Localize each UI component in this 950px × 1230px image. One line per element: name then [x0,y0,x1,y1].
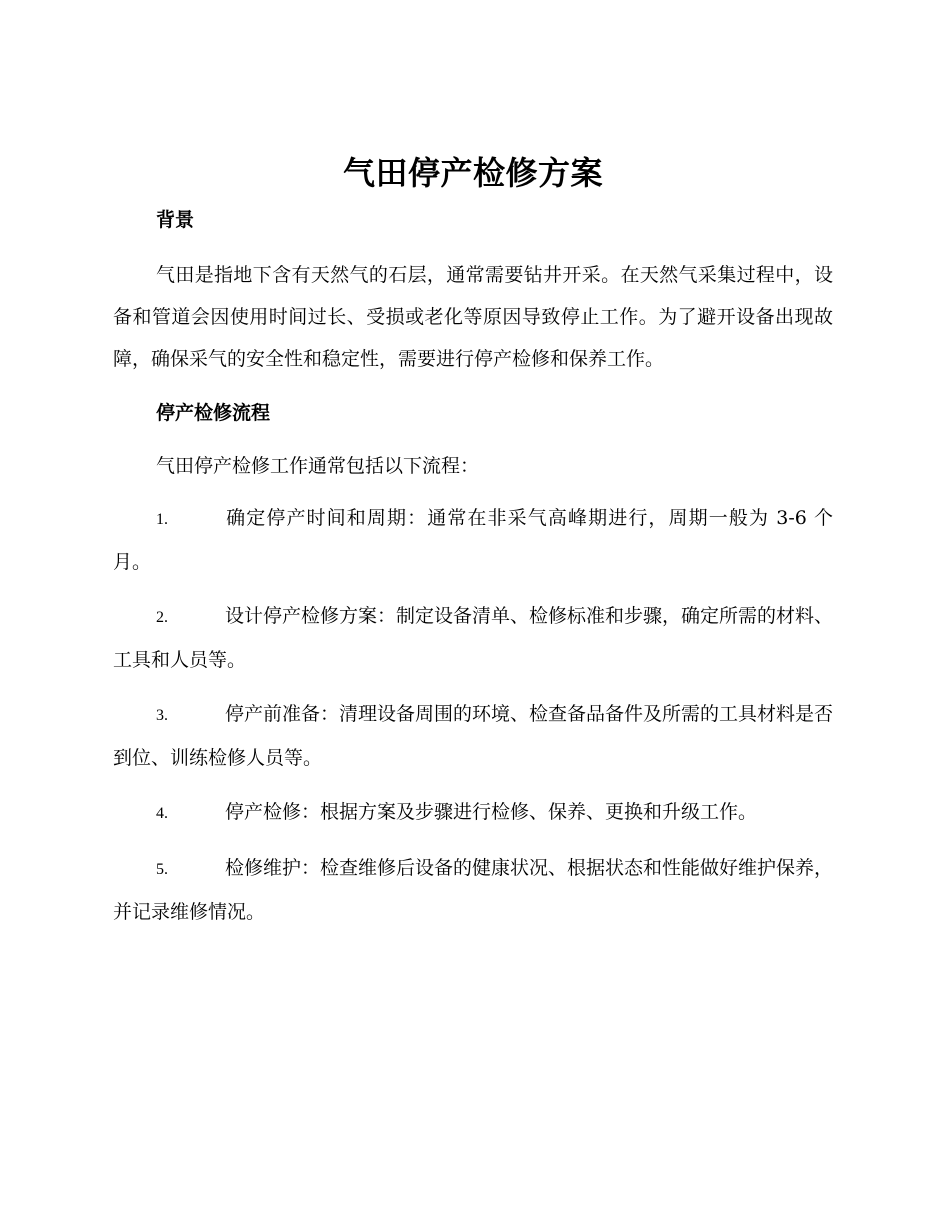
step-number: 4. [156,805,168,822]
step-number: 3. [156,707,168,724]
section-heading-process: 停产检修流程 [156,402,271,424]
document-title: 气田停产检修方案 [342,154,603,192]
list-item [113,497,833,583]
section-heading-background: 背景 [156,209,195,231]
process-intro: 气田停产检修工作通常包括以下流程： [156,455,480,477]
background-paragraph: 气田是指地下含有天然气的石层，通常需要钻井开采。在天然气采集过程中，设备和管道会因使用时间过长、受损或老化等原因导致停止工作。为了避开设备出现故障，确保采气的安全性和稳定性，需要进行停产检修和保养工作。 [113,264,833,370]
step-text: 检修维护：检查维修后设备的健康状况、根据状态和性能做好维护保养，并记录维修情况。 [113,857,834,923]
process-steps-list [113,497,833,933]
step-text: 停产检修：根据方案及步骤进行检修、保养、更换和升级工作。 [225,801,758,823]
step-number: 1. [156,511,168,528]
list-item [113,847,833,933]
list-item [113,595,833,681]
list-item [113,693,833,779]
step-number: 2. [156,609,168,626]
document-body [113,148,833,933]
step-text: 设计停产检修方案：制定设备清单、检修标准和步骤，确定所需的材料、工具和人员等。 [113,605,834,671]
step-text: 停产前准备：清理设备周围的环境、检查备品备件及所需的工具材料是否到位、训练检修人员等。 [113,703,834,769]
step-text: 确定停产时间和周期：通常在非采气高峰期进行，周期一般为 3-6 个月。 [113,507,833,573]
list-item [113,791,833,835]
step-number: 5. [156,861,168,878]
